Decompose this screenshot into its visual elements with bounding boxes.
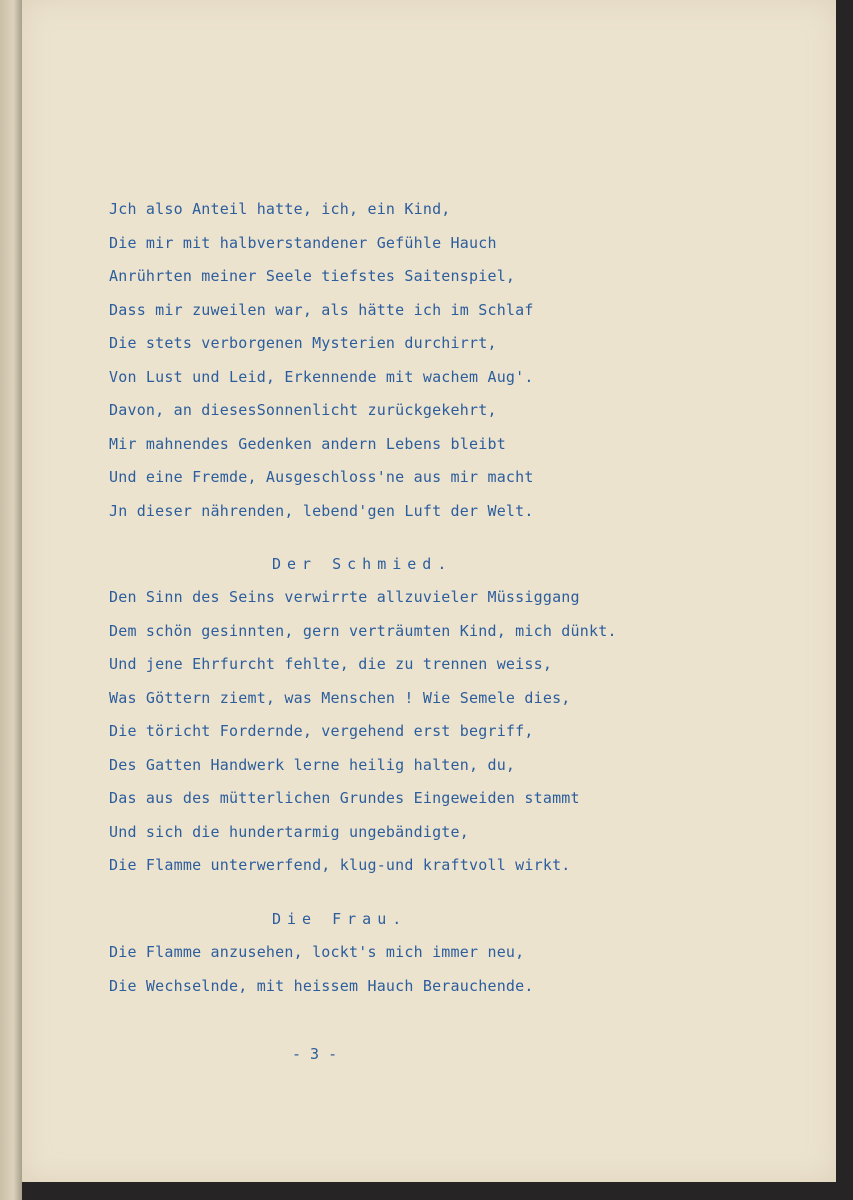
poem-line: Die Wechselnde, mit heissem Hauch Berauchende. xyxy=(109,977,534,995)
poem-line: Das aus des mütterlichen Grundes Eingeweiden stammt xyxy=(109,789,580,807)
poem-line: Davon, an diesesSonnenlicht zurückgekehrt, xyxy=(109,401,497,419)
poem-line: Die töricht Fordernde, vergehend erst begriff, xyxy=(109,722,534,740)
poem-line: Die Flamme unterwerfend, klug-und kraftvoll wirkt. xyxy=(109,856,571,874)
poem-line: Von Lust und Leid, Erkennende mit wachem Aug'. xyxy=(109,368,534,386)
poem-line: Und jene Ehrfurcht fehlte, die zu trennen weiss, xyxy=(109,655,553,673)
poem-line: Anrührten meiner Seele tiefstes Saitenspiel, xyxy=(109,267,516,285)
poem-line: Was Göttern ziemt, was Menschen ! Wie Semele dies, xyxy=(109,689,571,707)
poem-line: Den Sinn des Seins verwirrte allzuvieler Müssiggang xyxy=(109,588,580,606)
page-number: - 3 - xyxy=(292,1045,338,1063)
section-heading-woman: Die Frau. xyxy=(272,910,408,928)
poem-line: Dass mir zuweilen war, als hätte ich im Schlaf xyxy=(109,301,534,319)
section-heading-smith: Der Schmied. xyxy=(272,555,453,573)
poem-line: Die Flamme anzusehen, lockt's mich immer neu, xyxy=(109,943,525,961)
document-page xyxy=(22,0,836,1182)
poem-line: Jch also Anteil hatte, ich, ein Kind, xyxy=(109,200,451,218)
poem-line: Jn dieser nährenden, lebend'gen Luft der Welt. xyxy=(109,502,534,520)
poem-line: Und sich die hundertarmig ungebändigte, xyxy=(109,823,469,841)
poem-line: Und eine Fremde, Ausgeschloss'ne aus mir macht xyxy=(109,468,534,486)
poem-line: Mir mahnendes Gedenken andern Lebens bleibt xyxy=(109,435,506,453)
poem-line: Dem schön gesinnten, gern verträumten Kind, mich dünkt. xyxy=(109,622,617,640)
poem-line: Die stets verborgenen Mysterien durchirrt, xyxy=(109,334,497,352)
previous-page-edge xyxy=(0,0,22,1200)
poem-line: Des Gatten Handwerk lerne heilig halten, du, xyxy=(109,756,516,774)
poem-line: Die mir mit halbverstandener Gefühle Hauch xyxy=(109,234,497,252)
